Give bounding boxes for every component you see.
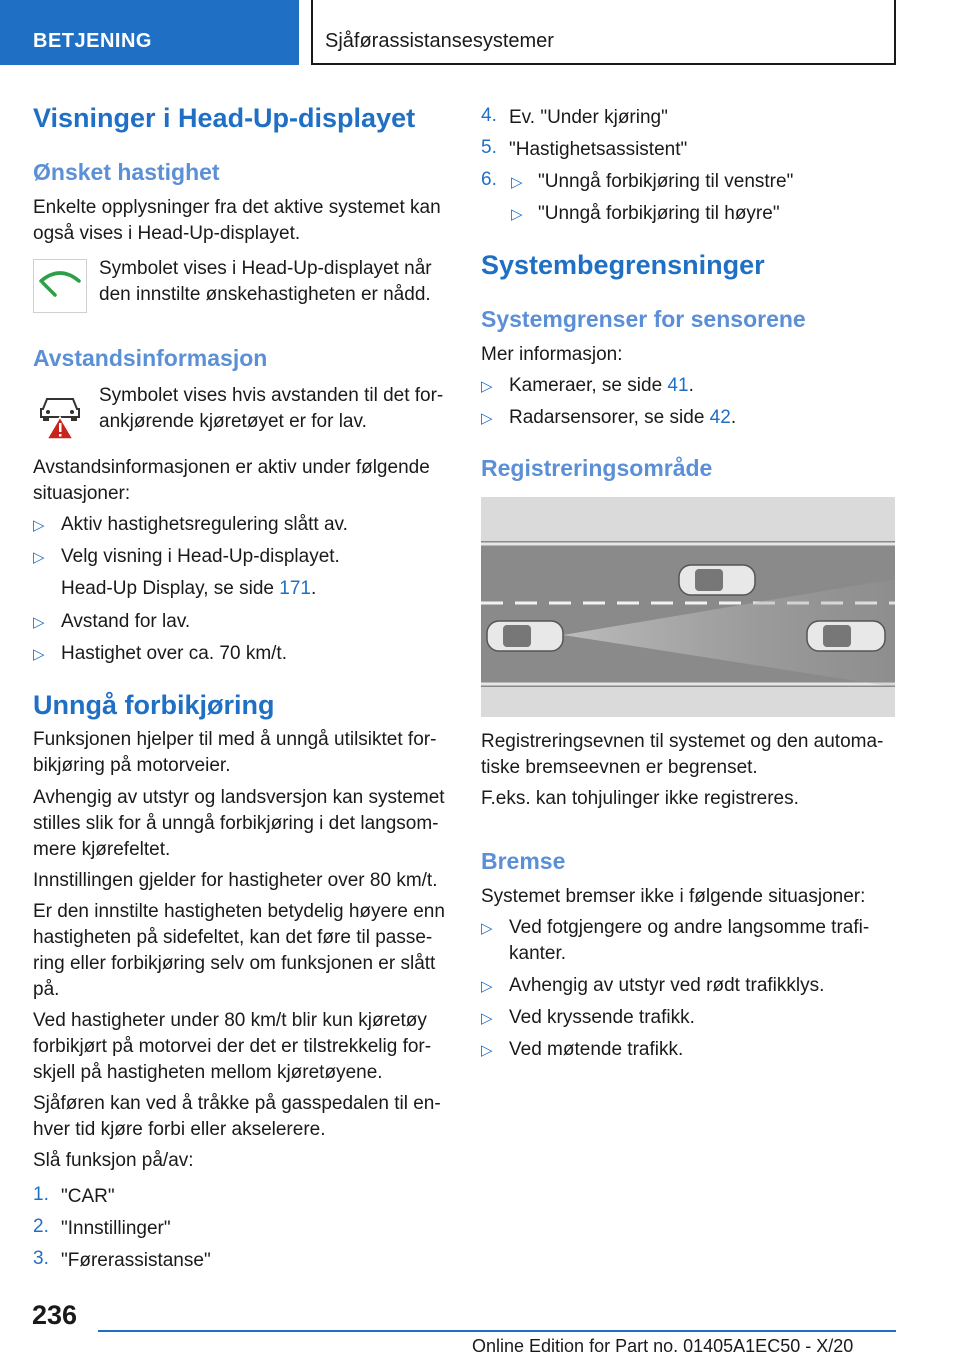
- step-number: 5.: [481, 137, 497, 158]
- paragraph-line: hastigheten på sidefeltet, kan det føre til passe‐: [33, 927, 433, 948]
- paragraph-line: mere kjørefeltet.: [33, 839, 171, 860]
- speed-reached-icon: [33, 259, 87, 313]
- bullet-icon: ▷: [481, 378, 493, 395]
- step-number: 3.: [33, 1248, 49, 1269]
- distance-icon-text: ankjørende kjøretøyet er for lav.: [99, 411, 367, 432]
- list-item: Ved fotgjengere og andre langsomme trafi‐: [509, 917, 870, 938]
- bullet-icon: ▷: [511, 174, 523, 191]
- paragraph-line: Funksjonen hjelper til med å unngå utilsiktet for‐: [33, 729, 437, 750]
- step-text: "Førerassistanse": [61, 1250, 211, 1271]
- list-item: Kameraer, se side 41.: [509, 375, 694, 396]
- bullet-icon: ▷: [33, 517, 45, 534]
- sensor-text: Mer informasjon:: [481, 344, 623, 365]
- detection-heading: Registreringsområde: [481, 455, 713, 481]
- section-label: BETJENING: [33, 30, 152, 52]
- speed-heading: Ønsket hastighet: [33, 159, 220, 185]
- paragraph-line: ring eller forbikjøring selv om funksjonen er slått: [33, 953, 436, 974]
- speed-text: Enkelte opplysninger fra det aktive systemet kan: [33, 197, 441, 218]
- distance-warning-icon: [33, 387, 87, 441]
- brake-text: Systemet bremser ikke i følgende situasjoner:: [481, 886, 866, 907]
- step-option: "Unngå forbikjøring til venstre": [538, 171, 794, 192]
- paragraph-line: Innstillingen gjelder for hastigheter over 80 km/t.: [33, 870, 438, 891]
- sensor-heading: Systemgrenser for sensorene: [481, 306, 806, 332]
- list-item: Avstand for lav.: [61, 611, 191, 632]
- page-link[interactable]: 171: [279, 578, 311, 599]
- distance-icon-text: Symbolet vises hvis avstanden til det for‐: [99, 385, 444, 406]
- page-link[interactable]: 41: [667, 375, 689, 396]
- speed-icon-text: den innstilte ønskehastigheten er nådd.: [99, 284, 431, 305]
- detection-area-illustration: [481, 497, 895, 717]
- step-number: 1.: [33, 1184, 49, 1205]
- step-option: "Unngå forbikjøring til høyre": [538, 203, 780, 224]
- paragraph-line: stilles slik for å unngå forbikjøring i det langsom‐: [33, 813, 439, 834]
- limits-heading: Systembegrensninger: [481, 250, 765, 280]
- page-title: Visninger i Head-Up-displayet: [33, 103, 416, 133]
- paragraph-line: Avhengig av utstyr og landsversjon kan systemet: [33, 787, 445, 808]
- section-tab: [0, 0, 299, 65]
- list-item: Radarsensorer, se side 42.: [509, 407, 737, 428]
- car-icon: [807, 621, 885, 651]
- paragraph-line: Er den innstilte hastigheten betydelig høyere enn: [33, 901, 445, 922]
- paragraph-line: Sjåføren kan ved å tråkke på gasspedalen til en‐: [33, 1093, 441, 1114]
- bullet-icon: ▷: [511, 206, 523, 223]
- step-text: "Innstillinger": [61, 1218, 171, 1239]
- step-number: 4.: [481, 105, 497, 126]
- paragraph-line: Registreringsevnen til systemet og den automa‐: [481, 731, 884, 752]
- page-link[interactable]: 42: [709, 407, 731, 428]
- car-icon: [679, 565, 755, 595]
- distance-text: Avstandsinformasjonen er aktiv under følgende: [33, 457, 430, 478]
- paragraph-line: Ved hastigheter under 80 km/t blir kun kjøretøy: [33, 1010, 427, 1031]
- bullet-icon: ▷: [481, 978, 493, 995]
- list-item: Velg visning i Head-Up-displayet.: [61, 546, 340, 567]
- speed-text: også vises i Head-Up-displayet.: [33, 223, 301, 244]
- distance-heading: Avstandsinformasjon: [33, 345, 268, 371]
- paragraph-line: hver tid kjøre forbi eller akselerere.: [33, 1119, 326, 1140]
- step-text: "Hastighetsassistent": [509, 139, 688, 160]
- step-text: Ev. "Under kjøring": [509, 107, 668, 128]
- chapter-label: Sjåførassistansesystemer: [325, 30, 554, 52]
- speed-icon-text: Symbolet vises i Head-Up-displayet når: [99, 258, 432, 279]
- list-item: Ved kryssende trafikk.: [509, 1007, 695, 1028]
- paragraph-line: tiske bremseevnen er begrenset.: [481, 757, 758, 778]
- bullet-icon: ▷: [33, 549, 45, 566]
- bullet-icon: ▷: [481, 1042, 493, 1059]
- step-number: 2.: [33, 1216, 49, 1237]
- paragraph-line: bikjøring på motorveier.: [33, 755, 231, 776]
- bullet-icon: ▷: [481, 920, 493, 937]
- list-item: Aktiv hastighetsregulering slått av.: [61, 514, 348, 535]
- bullet-icon: ▷: [33, 614, 45, 631]
- paragraph-line: F.eks. kan tohjulinger ikke registreres.: [481, 788, 799, 809]
- paragraph-line: Slå funksjon på/av:: [33, 1150, 194, 1171]
- step-number: 6.: [481, 169, 497, 190]
- page-number: 236: [32, 1300, 78, 1330]
- step-text: "CAR": [61, 1186, 115, 1207]
- paragraph-line: skjell på hastigheten mellom kjøretøyene.: [33, 1062, 383, 1083]
- list-item: Avhengig av utstyr ved rødt trafikklys.: [509, 975, 825, 996]
- edition-text: Online Edition for Part no. 01405A1EC50 - X/20: [472, 1336, 854, 1356]
- car-icon: [487, 621, 563, 651]
- chapter-tab: [311, 0, 896, 65]
- paragraph-line: på.: [33, 979, 60, 1000]
- footer-divider: [98, 1330, 896, 1332]
- bullet-icon: ▷: [481, 410, 493, 427]
- list-item: Hastighet over ca. 70 km/t.: [61, 643, 287, 664]
- list-item: kanter.: [509, 943, 567, 964]
- brake-heading: Bremse: [481, 848, 566, 874]
- cross-reference: Head-Up Display, se side 171.: [61, 578, 317, 599]
- list-item: Ved møtende trafikk.: [509, 1039, 684, 1060]
- distance-text: situasjoner:: [33, 483, 131, 504]
- bullet-icon: ▷: [481, 1010, 493, 1027]
- paragraph-line: forbikjørt på motorvei der det er tilstrekkelig for‐: [33, 1036, 432, 1057]
- avoid-heading: Unngå forbikjøring: [33, 690, 275, 720]
- bullet-icon: ▷: [33, 646, 45, 663]
